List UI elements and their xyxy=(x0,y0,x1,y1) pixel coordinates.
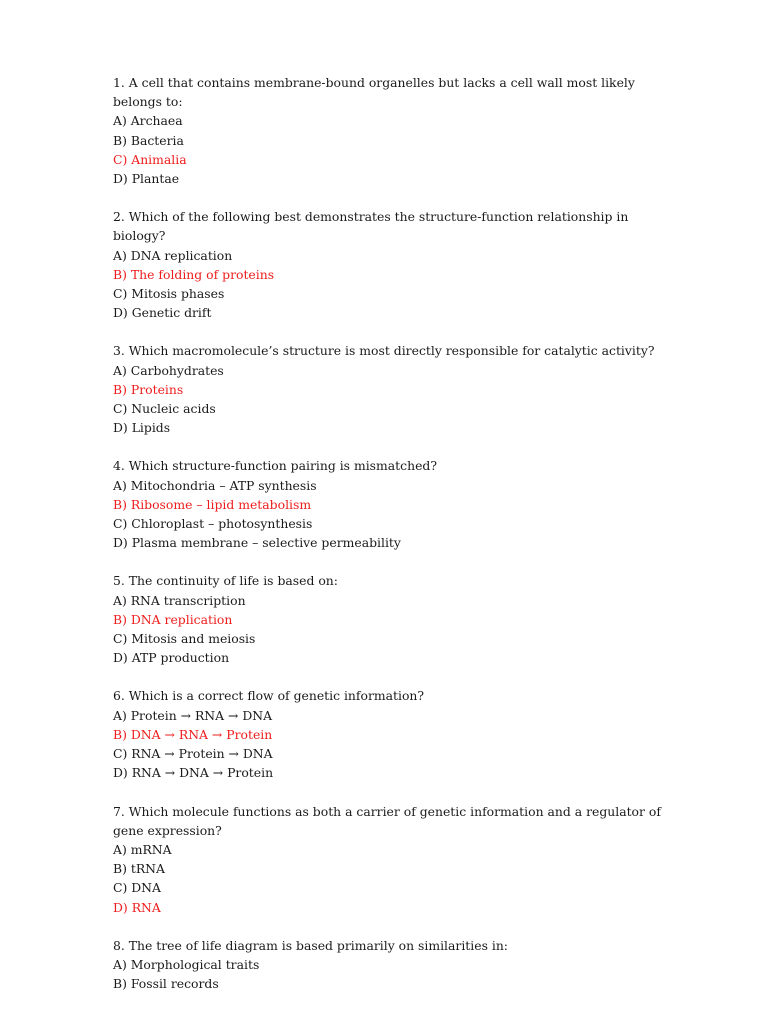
option-d-correct-answer: D) RNA xyxy=(113,899,161,915)
question-2 xyxy=(113,207,673,322)
option-a: A) RNA transcription xyxy=(113,592,246,608)
question-5 xyxy=(113,571,673,667)
option-d: D) Plasma membrane – selective permeability xyxy=(113,535,401,551)
option-b: B) Bacteria xyxy=(113,132,184,148)
option-d: D) ATP production xyxy=(113,650,230,666)
option-d: D) Plantae xyxy=(113,171,180,187)
question-stem: 8. The tree of life diagram is based primarily on similarities in: xyxy=(113,937,508,953)
option-b: B) tRNA xyxy=(113,861,165,877)
question-stem: 2. Which of the following best demonstrates the structure-function relationship in biology? xyxy=(113,209,629,244)
option-c: C) Nucleic acids xyxy=(113,401,216,417)
option-a: A) Carbohydrates xyxy=(113,362,224,378)
question-6 xyxy=(113,686,673,782)
option-c: C) RNA → Protein → DNA xyxy=(113,746,273,762)
option-b-correct-answer: B) Ribosome – lipid metabolism xyxy=(113,496,312,512)
question-stem: 3. Which macromolecule’s structure is most directly responsible for catalytic activity? xyxy=(113,343,655,359)
question-stem: 1. A cell that contains membrane-bound organelles but lacks a cell wall most likely belongs to: xyxy=(113,75,635,110)
option-b-correct-answer: B) Proteins xyxy=(113,381,184,397)
option-d: D) RNA → DNA → Protein xyxy=(113,765,274,781)
option-d: D) Lipids xyxy=(113,420,171,436)
question-sheet xyxy=(113,73,673,1012)
question-1 xyxy=(113,73,673,188)
question-8 xyxy=(113,936,673,994)
option-a: A) mRNA xyxy=(113,841,172,857)
option-a: A) Archaea xyxy=(113,113,183,129)
question-stem: 6. Which is a correct flow of genetic information? xyxy=(113,688,425,704)
option-a: A) Morphological traits xyxy=(113,956,260,972)
option-b-correct-answer: B) DNA replication xyxy=(113,611,233,627)
option-d: D) Genetic drift xyxy=(113,305,212,321)
option-b: B) Fossil records xyxy=(113,976,219,992)
option-a: A) Protein → RNA → DNA xyxy=(113,707,273,723)
question-stem: 5. The continuity of life is based on: xyxy=(113,573,338,589)
option-c: C) Chloroplast – photosynthesis xyxy=(113,516,313,532)
question-3 xyxy=(113,341,673,437)
option-c: C) Mitosis and meiosis xyxy=(113,631,256,647)
option-a: A) DNA replication xyxy=(113,247,233,263)
option-b-correct-answer: B) DNA → RNA → Protein xyxy=(113,726,273,742)
question-stem: 7. Which molecule functions as both a carrier of genetic information and a regulator of gene expression? xyxy=(113,803,661,838)
option-c: C) DNA xyxy=(113,880,161,896)
option-b-correct-answer: B) The folding of proteins xyxy=(113,266,275,282)
option-c-correct-answer: C) Animalia xyxy=(113,151,187,167)
question-4 xyxy=(113,456,673,552)
question-stem: 4. Which structure-function pairing is mismatched? xyxy=(113,458,437,474)
option-a: A) Mitochondria – ATP synthesis xyxy=(113,477,317,493)
option-c: C) Mitosis phases xyxy=(113,286,225,302)
question-7 xyxy=(113,802,673,917)
